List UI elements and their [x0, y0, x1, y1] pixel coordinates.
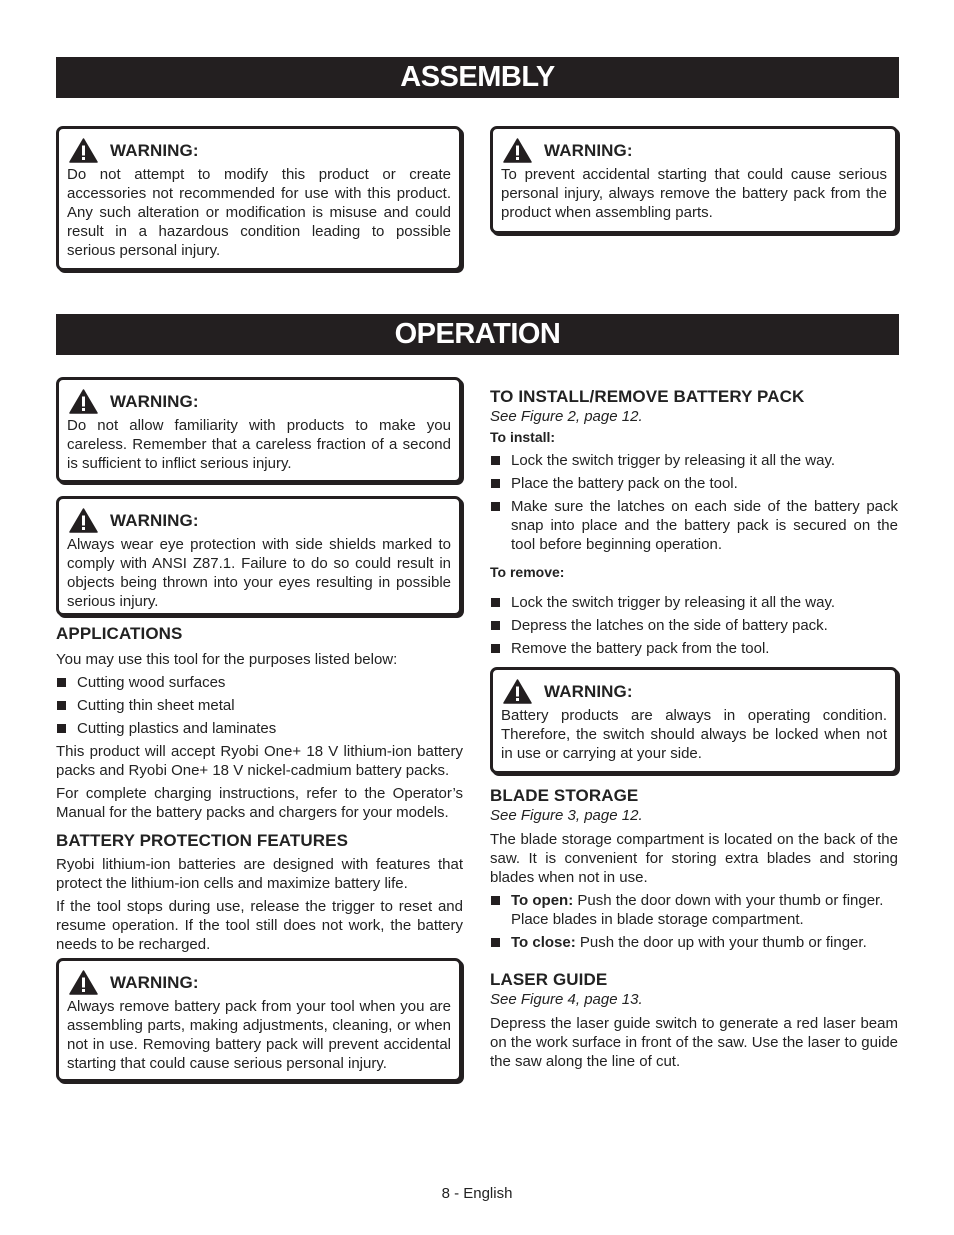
close-label: To close: [511, 934, 576, 951]
warning-triangle-icon [69, 508, 98, 533]
warning-label: WARNING: [544, 681, 633, 701]
list-item: Cutting wood surfaces [56, 673, 463, 692]
warning-text: Always remove battery pack from your tool when you are assembling parts, making adjustments, cleaning, or when not in use. Removing battery pack will prevent accidental starting that could cause serious personal injury. [67, 998, 451, 1072]
warning-text: Do not allow familiarity with products to make you careless. Remember that a careless fraction of a second is sufficient to inflict serious injury. [67, 417, 451, 472]
blade-storage-section [490, 785, 898, 956]
warning-triangle-icon [69, 389, 98, 414]
assembly-banner: ASSEMBLY [56, 57, 899, 98]
operation-warning-battery-condition [490, 667, 898, 774]
applications-intro: You may use this tool for the purposes listed below: [56, 651, 398, 668]
laser-guide-heading: LASER GUIDE [490, 970, 608, 989]
battery-protection-para1: Ryobi lithium-ion batteries are designed with features that protect the lithium-ion cells and maximize battery life. [56, 856, 463, 892]
applications-heading: APPLICATIONS [56, 624, 183, 643]
install-list [490, 451, 898, 554]
assembly-warning-modify [56, 126, 462, 271]
warning-triangle-icon [503, 138, 532, 163]
warning-text: Battery products are always in operating condition. Therefore, the switch should always be locked when not in use or carrying at your side. [501, 707, 887, 762]
warning-text: To prevent accidental starting that could cause serious personal injury, always remove the battery pack from the product when assembling parts. [501, 166, 887, 221]
blade-storage-ref: See Figure 3, page 12. [490, 807, 643, 824]
warning-label: WARNING: [110, 391, 199, 411]
warning-text: Always wear eye protection with side shields marked to comply with ANSI Z87.1. Failure to do so could result in objects being thrown into your eyes resulting in possible serious injury. [67, 536, 451, 610]
battery-protection-heading: BATTERY PROTECTION FEATURES [56, 831, 349, 850]
install-label: To install: [490, 429, 556, 445]
list-item: Place the battery pack on the tool. [490, 474, 898, 493]
list-item: Cutting thin sheet metal [56, 696, 463, 715]
open-label: To open: [511, 892, 574, 909]
open-text: Push the door down with your thumb or finger. Place blades in blade storage compartment. [511, 892, 884, 928]
warning-label: WARNING: [110, 972, 199, 992]
list-item [490, 933, 898, 952]
applications-charging-para: For complete charging instructions, refer to the Operator’s Manual for the battery packs and chargers for your models. [56, 785, 463, 821]
warning-triangle-icon [503, 679, 532, 704]
install-remove-section [490, 386, 898, 662]
install-remove-heading: TO INSTALL/REMOVE BATTERY PACK [490, 387, 805, 406]
operation-warning-remove-pack [56, 958, 462, 1082]
laser-guide-para: Depress the laser guide switch to generate a red laser beam on the work surface in front of the saw. Use the laser to guide the saw along the line of cut. [490, 1015, 898, 1070]
list-item [490, 891, 898, 929]
operation-warning-familiarity [56, 377, 462, 483]
warning-label: WARNING: [544, 140, 633, 160]
remove-list [490, 593, 898, 658]
operation-banner: OPERATION [56, 314, 899, 355]
list-item: Lock the switch trigger by releasing it all the way. [490, 593, 898, 612]
blade-storage-heading: BLADE STORAGE [490, 786, 639, 805]
applications-section [56, 623, 463, 822]
warning-label: WARNING: [110, 140, 199, 160]
list-item: Depress the latches on the side of battery pack. [490, 616, 898, 635]
install-remove-ref: See Figure 2, page 12. [490, 408, 643, 425]
remove-label: To remove: [490, 564, 565, 580]
laser-guide-section [490, 969, 898, 1071]
warning-label: WARNING: [110, 510, 199, 530]
list-item: Make sure the latches on each side of the battery pack snap into place and the battery pack is secured on the tool before beginning operation. [490, 497, 898, 554]
blade-storage-para: The blade storage compartment is located on the back of the saw. It is convenient for storing extra blades and storing blades when not in use. [490, 831, 898, 886]
warning-triangle-icon [69, 970, 98, 995]
blade-storage-list [490, 891, 898, 952]
warning-triangle-icon [69, 138, 98, 163]
close-text: Push the door up with your thumb or finger. [575, 934, 867, 951]
list-item: Remove the battery pack from the tool. [490, 639, 898, 658]
applications-list [56, 673, 463, 738]
battery-protection-para2: If the tool stops during use, release the trigger to reset and resume operation. If the tool still does not work, the battery needs to be recharged. [56, 898, 463, 953]
page-footer: 8 - English [441, 1185, 513, 1202]
operation-warning-eye-protection [56, 496, 462, 616]
list-item: Lock the switch trigger by releasing it all the way. [490, 451, 898, 470]
assembly-warning-starting [490, 126, 898, 234]
laser-guide-ref: See Figure 4, page 13. [490, 991, 643, 1008]
warning-text: Do not attempt to modify this product or create accessories not recommended for use with this product. Any such alteration or modification is misuse and could result in a hazardous condition leading to possible serious personal injury. [67, 166, 451, 259]
applications-battery-para: This product will accept Ryobi One+ 18 V lithium-ion battery packs and Ryobi One+ 18 V nickel-cadmium battery packs. [56, 743, 463, 779]
list-item: Cutting plastics and laminates [56, 719, 463, 738]
battery-protection-section [56, 830, 463, 954]
